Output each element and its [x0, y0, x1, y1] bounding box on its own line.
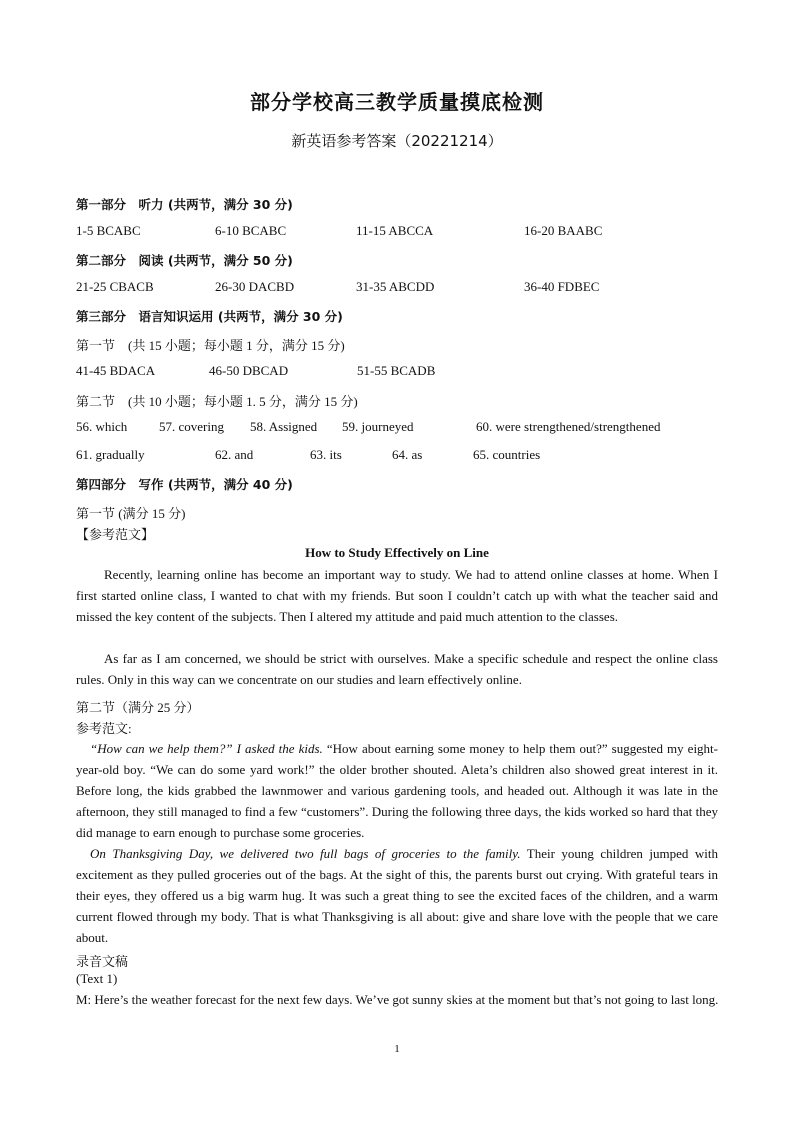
answer-item: 63. its	[310, 447, 342, 462]
story-paragraph-1	[76, 738, 718, 843]
answer-group: 41-45 BDACA	[76, 363, 156, 378]
part4-heading: 第四部分 写作 (共两节，满分 40 分)	[76, 477, 293, 492]
part3-heading: 第三部分 语言知识运用 (共两节，满分 30 分)	[76, 309, 343, 324]
answer-item: 59. journeyed	[342, 419, 414, 434]
answer-group: 36-40 FDBEC	[524, 279, 600, 294]
answer-item: 64. as	[392, 447, 423, 462]
answer-group: 26-30 DACBD	[215, 279, 295, 294]
answer-item: 60. were strengthened/strengthened	[476, 419, 661, 434]
answer-group: 31-35 ABCDD	[356, 279, 435, 294]
answer-group: 6-10 BCABC	[215, 223, 287, 238]
transcript-speaker-line: M: Here’s the weather forecast for the next few days. We’ve got sunny skies at the moment but that’s not going to last long.	[76, 992, 719, 1007]
story-paragraph-2-opening: On Thanksgiving Day, we delivered two full bags of groceries to the family.	[90, 846, 521, 861]
answer-group: 21-25 CBACB	[76, 279, 154, 294]
part3-section1-heading: 第一节 (共 15 小题；每小题 1 分，满分 15 分)	[76, 338, 345, 353]
story-paragraph-2	[76, 843, 718, 948]
essay-paragraph-1: Recently, learning online has become an important way to study. We had to attend online classes at home. When I first started online class, I wanted to chat with my friends. But soon I couldn’t catch up with what the teacher said and missed the key content of the subjects. Then I altered my attitude and paid much attention to the classes.	[76, 567, 718, 624]
essay-title: How to Study Effectively on Line	[305, 545, 489, 560]
answer-group: 46-50 DBCAD	[209, 363, 289, 378]
part2-heading: 第二部分 阅读 (共两节，满分 50 分)	[76, 253, 293, 268]
essay-paragraph-2: As far as I am concerned, we should be strict with ourselves. Make a specific schedule and respect the online class rules. Only in this way can we concentrate on our studies and learn effectively online.	[76, 651, 718, 687]
answer-group: 11-15 ABCCA	[356, 223, 434, 238]
page-number: 1	[394, 1043, 400, 1055]
answer-group: 51-55 BCADB	[357, 363, 436, 378]
page-title: 部分学校高三教学质量摸底检测	[250, 90, 544, 114]
transcript-heading: 录音文稿	[76, 954, 129, 969]
answer-item: 65. countries	[473, 447, 541, 462]
answer-item: 61. gradually	[76, 447, 145, 462]
story-paragraph-2-body: Their young children jumped with excitement as they pulled groceries out of the bags. At the sight of this, the parents burst out crying. With grateful tears in their eyes, they offered us a big warm hug. It was such a great thing to see the excited faces of the children, and a warm current flowed through my body. That is what Thanksgiving is all about: give and share love with the people that we care about.	[76, 846, 718, 945]
story-paragraph-1-body: “How about earning some money to help them out?” suggested my eight-year-old boy. “We can do some yard work!” the older brother shouted. Aleta’s children also showed great interest in it. Before long, the kids grabbed the lawnmower and various gardening tools, and headed out. Although it was late in the afternoon, they still managed to find a few “customers”. During the following three days, the kids worked so hard that they did manage to earn enough to purchase some groceries.	[76, 741, 718, 840]
page-subtitle: 新英语参考答案（20221214）	[291, 132, 503, 150]
answer-group: 16-20 BAABC	[524, 223, 603, 238]
part3-section2-heading: 第二节 (共 10 小题；每小题 1. 5 分，满分 15 分)	[76, 394, 358, 409]
part4-section2-heading: 第二节（满分 25 分）	[76, 700, 200, 715]
answer-item: 58. Assigned	[250, 419, 318, 434]
answer-item: 57. covering	[159, 419, 224, 434]
story-paragraph-1-opening: “How can we help them?” I asked the kids.	[90, 741, 323, 756]
answer-item: 56. which	[76, 419, 128, 434]
answer-item: 62. and	[215, 447, 254, 462]
part4-section1-heading: 第一节 (满分 15 分)	[76, 506, 186, 521]
sample-essay-label: 【参考范文】	[76, 527, 155, 542]
answer-group: 1-5 BCABC	[76, 223, 141, 238]
sample-story-label: 参考范文:	[76, 721, 132, 736]
part1-heading: 第一部分 听力 (共两节，满分 30 分)	[76, 197, 293, 212]
transcript-text-label: (Text 1)	[76, 971, 118, 986]
